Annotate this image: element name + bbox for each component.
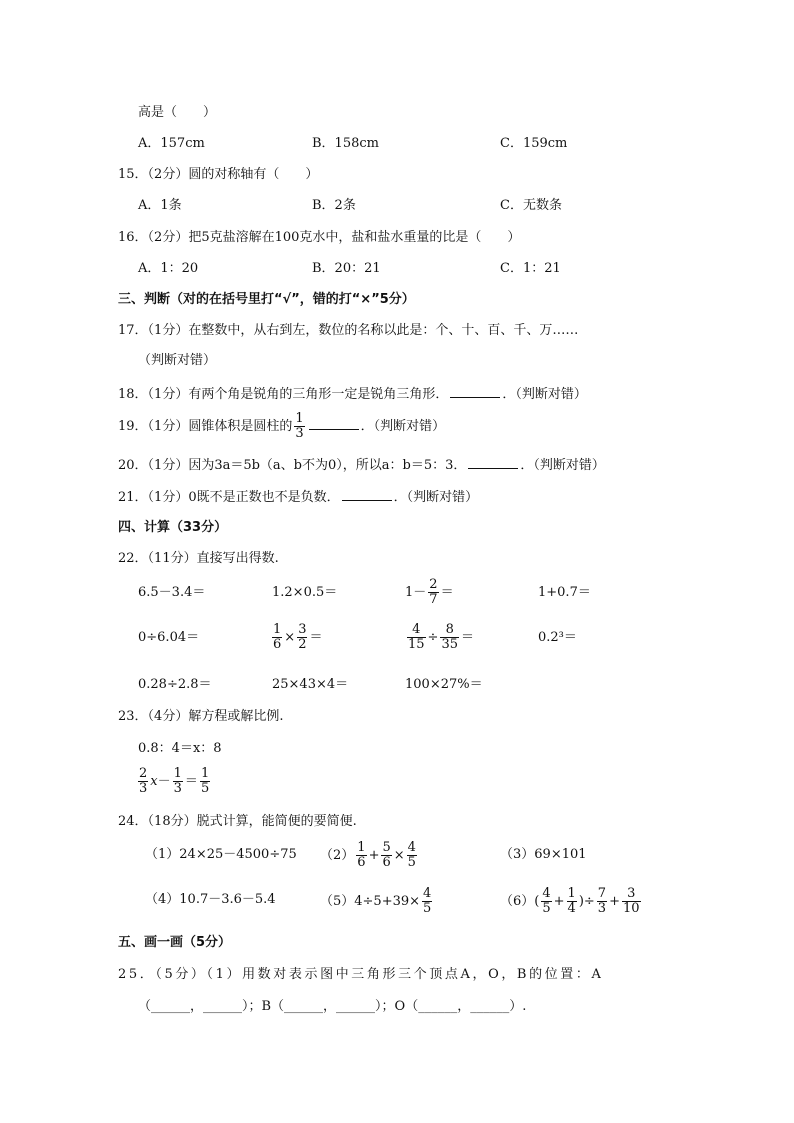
q22-r2-c3: $\frac{4}{15}$ ÷ $\frac{8}{35}$ ＝: [408, 622, 475, 652]
q24-6: （6）( $\frac{4}{5}$ + $\frac{1}{4}$ )÷ $\frac{7}{3}$ + $\frac{3}{10}$: [500, 886, 640, 916]
q20-text: 20．（1分）因为3a＝5b（a、b不为0），所以a：b＝5：3．: [118, 458, 467, 473]
q19-text: 19．（1分）圆锥体积是圆柱的: [118, 419, 293, 434]
q21-judge: ．（判断对错）: [393, 490, 479, 505]
section-5-heading: 五、画一画（5分）: [118, 935, 232, 950]
q14-option-a: A．157cm: [138, 136, 205, 151]
q22-r1-c3: 1－ $\frac{2}{7}$ ＝: [405, 577, 454, 607]
q15-option-b: B．2条: [312, 198, 356, 213]
q19-fraction: $\frac{1}{3}$: [295, 411, 304, 441]
q22-r2-c1: 0÷6.04＝: [138, 630, 200, 645]
q24-4: （4）10.7－3.6－5.4: [145, 892, 276, 907]
q24-3: （3）69×101: [500, 847, 587, 862]
q24: 24．（18分）脱式计算，能简便的要简便.: [118, 814, 357, 829]
q22-r1-c4: 1+0.7＝: [538, 585, 591, 600]
q21-text: 21．（1分）0既不是正数也不是负数．: [118, 490, 340, 505]
q22-r3-c3: 100×27%＝: [405, 677, 483, 692]
q22: 22．（11分）直接写出得数.: [118, 551, 279, 566]
q21: [118, 488, 478, 507]
section-3-heading: 三、判断（对的在括号里打“√”，错的打“×”5分）: [118, 292, 415, 307]
q16: 16．（2分）把5克盐溶解在100克水中，盐和盐水重量的比是（ ）: [118, 230, 521, 245]
q20-blank[interactable]: [468, 456, 518, 469]
q22-r1-c2: 1.2×0.5＝: [272, 585, 338, 600]
q16-option-a: A．1：20: [138, 261, 199, 276]
q14-tail: 高是（ ）: [138, 105, 217, 120]
q15-option-a: A．1条: [138, 198, 182, 213]
q15: 15．（2分）圆的对称轴有（ ）: [118, 167, 319, 182]
q21-blank[interactable]: [342, 488, 392, 501]
q23-b: $\frac{2}{3}$ x－ $\frac{1}{3}$ ＝ $\frac{1}{5}$: [139, 766, 210, 796]
q18-blank[interactable]: [450, 385, 500, 398]
q22-r1-c1: 6.5－3.4＝: [138, 585, 206, 600]
q18-judge: ．（判断对错）: [502, 387, 587, 402]
q16-option-b: B．20：21: [312, 261, 381, 276]
q18: [118, 385, 587, 404]
section-4-heading: 四、计算（33分）: [118, 520, 228, 535]
q23-a: 0.8：4＝x：8: [138, 741, 222, 756]
q16-option-c: C．1：21: [500, 261, 561, 276]
q22-r2-c4: 0.2³＝: [538, 630, 577, 645]
q24-2: （2） $\frac{1}{6}$ + $\frac{5}{6}$ × $\frac{4}{5}$: [320, 840, 416, 870]
q20: [118, 456, 605, 475]
q22-r3-c1: 0.28÷2.8＝: [138, 677, 212, 692]
q24-5: （5）4÷5+39× $\frac{4}{5}$: [320, 886, 432, 916]
q22-r3-c2: 25×43×4＝: [272, 677, 349, 692]
q20-judge: ．（判断对错）: [520, 458, 605, 473]
q14-option-c: C．159cm: [500, 136, 568, 151]
q23: 23．（4分）解方程或解比例.: [118, 709, 284, 724]
q19-judge: ．（判断对错）: [360, 419, 446, 434]
q22-r2-c2: $\frac{1}{6}$ × $\frac{3}{2}$ ＝: [273, 622, 323, 652]
q17: 17．（1分）在整数中，从右到左，数位的名称以此是：个、十、百、千、万……: [118, 323, 579, 338]
q22-r1-fraction: $\frac{2}{7}$: [429, 577, 438, 607]
q24-1: （1）24×25－4500÷75: [145, 847, 297, 862]
q15-option-c: C．无数条: [500, 198, 562, 213]
q14-option-b: B．158cm: [312, 136, 379, 151]
q19: [118, 410, 445, 444]
q19-blank[interactable]: [309, 417, 359, 430]
q17-judge: （判断对错）: [138, 353, 217, 368]
q25-line2: （______，______）；B（______，______）；O（______，______）.: [138, 999, 527, 1014]
q18-text: 18．（1分）有两个角是锐角的三角形一定是锐角三角形．: [118, 387, 449, 402]
q25-line1: 25．（5分）（1）用数对表示图中三角形三个顶点A，O，B的位置：A: [118, 967, 604, 982]
